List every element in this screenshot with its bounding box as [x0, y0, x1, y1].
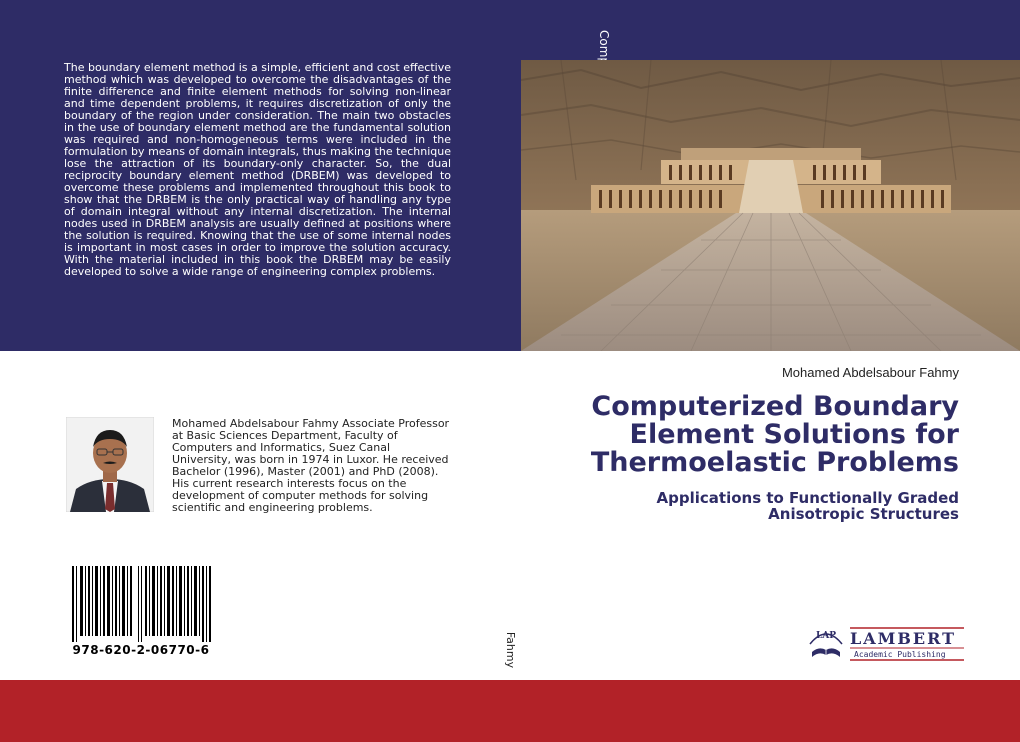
publisher-name: LAMBERT: [850, 629, 957, 648]
publisher-logo-mark: LAP: [815, 631, 837, 641]
book-subtitle: Applications to Functionally Graded Anisotropic Structures: [656, 489, 959, 523]
isbn-barcode: [70, 566, 212, 642]
author-photo: [66, 417, 154, 512]
spine-author: Fahmy: [504, 631, 517, 669]
isbn-number: 978-620-2-06770-6: [72, 643, 210, 657]
author-bio: Mohamed Abdelsabour Fahmy Associate Professor at Basic Sciences Department, Faculty of Computers and Informatics, Suez Canal University, was born in 1974 in Luxor. He received Bachelor (1996), Master (2001) and PhD (2008). His current research interests focus on the development of computer methods for solving scientific and engineering problems.: [172, 417, 450, 514]
publisher-logo: [806, 622, 966, 662]
front-cover-author: Mohamed Abdelsabour Fahmy: [781, 365, 959, 380]
book-title: Computerized Boundary Element Solutions for Thermoelastic Problems: [590, 391, 959, 478]
publisher-tagline: Academic Publishing: [854, 650, 946, 659]
back-cover-blurb: The boundary element method is a simple, efficient and cost effective method which was developed to overcome the disadvantages of the finite difference and finite element methods for solving non-linear and time dependent problems, it requires discretization of only the boundary of the region under consideration. The main two obstacles in the use of boundary element method are the fundamental solution was required and non-homogeneous terms were included in the formulation by means of domain integrals, thus making the technique lose the attraction of its boundary-only character. So, the dual reciprocity boundary element method (DRBEM) was developed to overcome these problems and implemented throughout this book to show that the DRBEM is the only practical way of handling any type of domain integral without any internal discretization. The internal nodes used in DRBEM analysis are usually defined at positions where the solution is required. Knowing that the use of some internal nodes is important in most cases in order to improve the solution accuracy. With the material included in this book the DRBEM may be easily developed to solve a wide range of engineering complex problems.: [64, 61, 451, 278]
cover-photo-temple: [521, 60, 1020, 351]
